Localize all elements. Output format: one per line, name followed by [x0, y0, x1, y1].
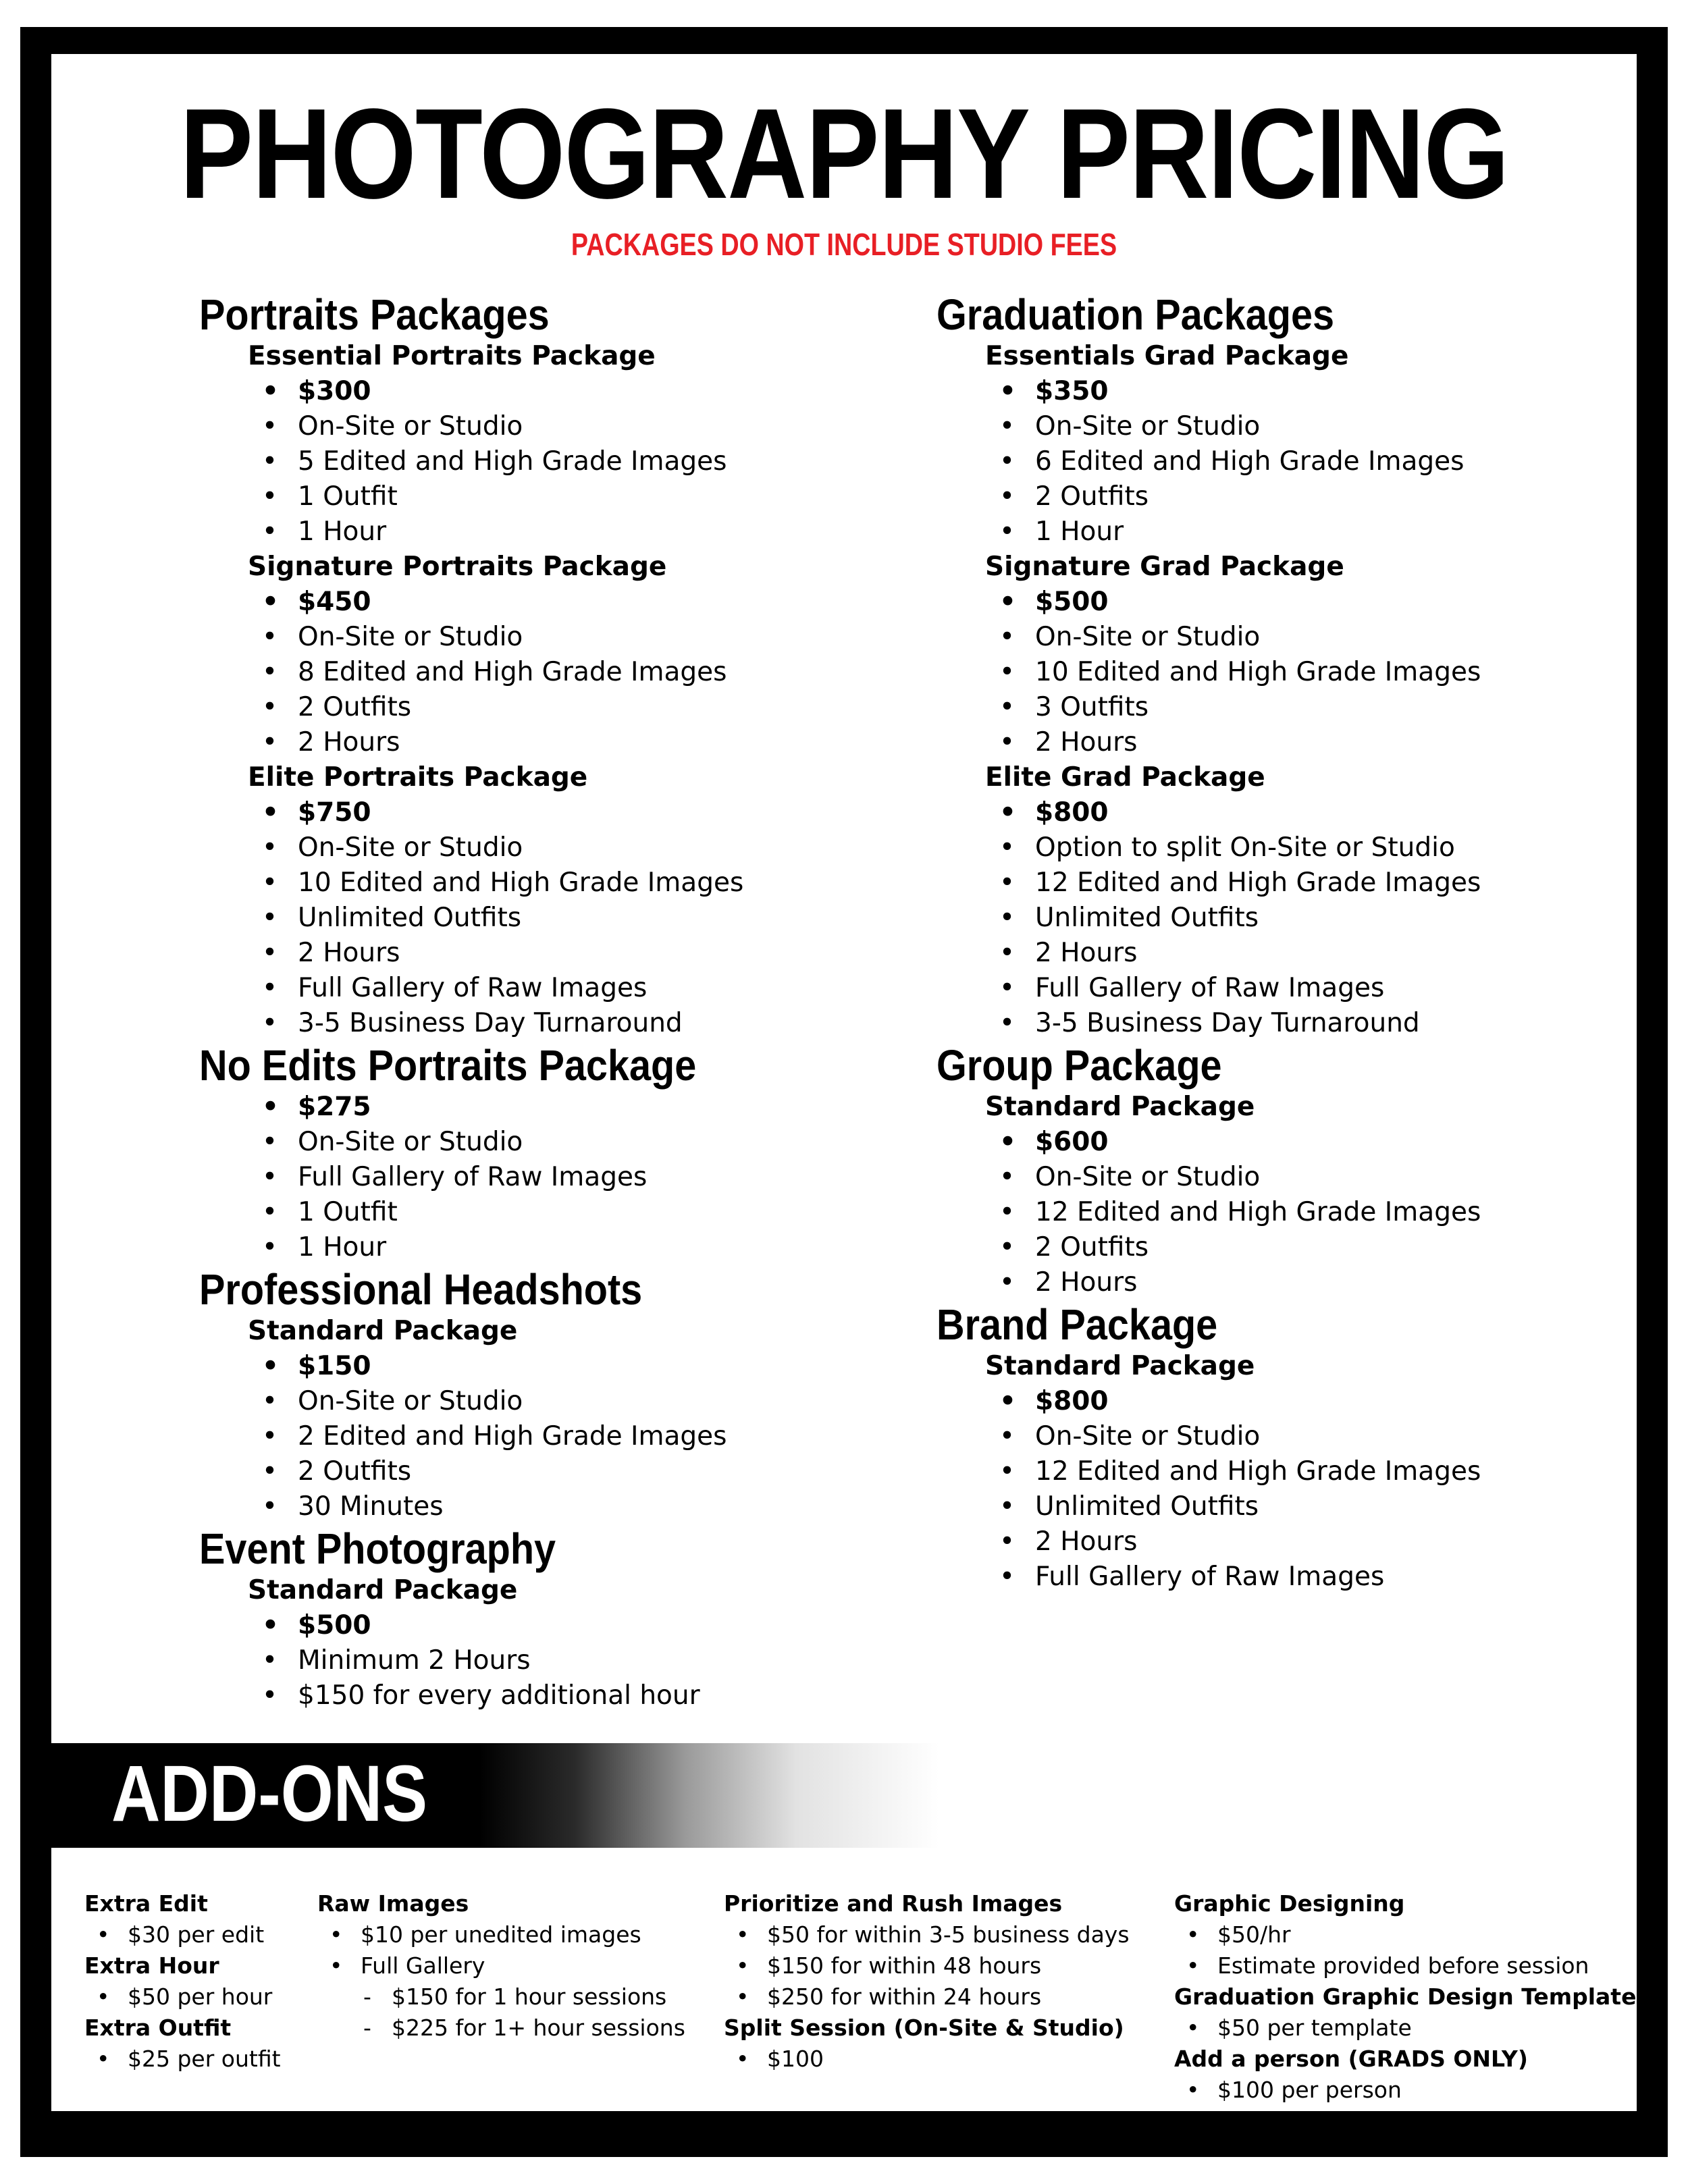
package-feature: • 12 Edited and High Grade Images: [999, 1195, 1612, 1230]
package-feature: • On-Site or Studio: [262, 1125, 874, 1160]
package-section: [199, 1265, 874, 1524]
addon-heading: Extra Edit: [84, 1890, 208, 1917]
package-feature: • 2 Edited and High Grade Images: [262, 1419, 874, 1454]
addon-items: [84, 1919, 281, 1950]
package-features: [937, 1384, 1612, 1595]
right-package-column: [937, 290, 1612, 1595]
package-feature: • Minimum 2 Hours: [262, 1643, 874, 1678]
package-feature: • 2 Outfits: [999, 479, 1612, 514]
package: [199, 1573, 874, 1713]
package-price: • $800: [999, 795, 1612, 830]
package-section: [199, 1041, 874, 1265]
package-features: [937, 1125, 1612, 1300]
package-feature: • 10 Edited and High Grade Images: [999, 655, 1612, 690]
package-price: • $300: [262, 374, 874, 409]
package-feature: • On-Site or Studio: [262, 409, 874, 444]
addon-heading: Add a person (GRADS ONLY): [1174, 2046, 1528, 2072]
package: [199, 1314, 874, 1524]
addons-column-2: [317, 1888, 685, 2044]
package-feature: • 1 Hour: [262, 1230, 874, 1265]
addon-item: • Full Gallery: [329, 1950, 685, 1981]
package-price: • $500: [262, 1608, 874, 1643]
package-feature: • Option to split On-Site or Studio: [999, 830, 1612, 865]
addon-item: • $25 per outfit: [97, 2044, 281, 2075]
package-features: [937, 585, 1612, 760]
package-price: • $150: [262, 1349, 874, 1384]
section-title: Graduation Packages: [937, 290, 1335, 339]
package-feature: • On-Site or Studio: [999, 1419, 1612, 1454]
section-title: No Edits Portraits Package: [199, 1041, 697, 1090]
package-name: Elite Grad Package: [985, 762, 1265, 793]
package: [937, 1349, 1612, 1595]
package-name: Standard Package: [985, 1092, 1255, 1122]
package: [937, 1090, 1612, 1300]
package-features: [199, 1608, 874, 1713]
package-section: [937, 1041, 1612, 1300]
package-feature: • On-Site or Studio: [999, 1160, 1612, 1195]
addon-items: [724, 1919, 1130, 2013]
package-feature: • 30 Minutes: [262, 1489, 874, 1524]
addon-item: • $50 per hour: [97, 1981, 281, 2013]
section-title: Brand Package: [937, 1300, 1218, 1349]
package-feature: • 2 Hours: [999, 936, 1612, 971]
package-feature: • 3 Outfits: [999, 690, 1612, 725]
addon-items: [1174, 2075, 1636, 2106]
section-title: Group Package: [937, 1041, 1222, 1090]
addon-item: • $10 per unedited images: [329, 1919, 685, 1950]
addon-sub-item: - $150 for 1 hour sessions: [363, 1981, 685, 2013]
package-price: • $350: [999, 374, 1612, 409]
addons-title: ADD-ONS: [111, 1749, 428, 1838]
package-name: Essentials Grad Package: [985, 341, 1349, 371]
addon-heading: Raw Images: [317, 1890, 469, 1917]
package: [937, 339, 1612, 550]
package-features: [199, 1349, 874, 1524]
addon-item: • $50 for within 3-5 business days: [736, 1919, 1130, 1950]
addon-items: [84, 2044, 281, 2075]
package: [937, 760, 1612, 1041]
package-features: [199, 374, 874, 550]
package-section: [937, 1300, 1612, 1595]
package: [199, 1090, 874, 1265]
package-feature: • 6 Edited and High Grade Images: [999, 444, 1612, 479]
package-price: • $800: [999, 1384, 1612, 1419]
package-features: [937, 374, 1612, 550]
package-section: [199, 1524, 874, 1713]
package-feature: • On-Site or Studio: [999, 409, 1612, 444]
package-features: [937, 795, 1612, 1041]
package-features: [199, 585, 874, 760]
addon-items: [317, 1919, 685, 1981]
package-feature: • 12 Edited and High Grade Images: [999, 1454, 1612, 1489]
addon-heading: Graphic Designing: [1174, 1890, 1405, 1917]
package: [199, 339, 874, 550]
package-feature: • Unlimited Outfits: [262, 901, 874, 936]
package-feature: • Unlimited Outfits: [999, 1489, 1612, 1524]
package-feature: • 2 Outfits: [999, 1230, 1612, 1265]
addon-item: • $150 for within 48 hours: [736, 1950, 1130, 1981]
addon-sub-items: [317, 1981, 685, 2044]
package-price: • $750: [262, 795, 874, 830]
section-title: Event Photography: [199, 1524, 556, 1573]
addon-item: • $100: [736, 2044, 1130, 2075]
package-feature: • Full Gallery of Raw Images: [262, 971, 874, 1006]
package-section: [199, 290, 874, 1041]
package-name: Signature Grad Package: [985, 552, 1344, 582]
addon-heading: Extra Hour: [84, 1952, 219, 1979]
addon-heading: Split Session (On-Site & Studio): [724, 2015, 1124, 2041]
addons-column-4: [1174, 1888, 1636, 2106]
addon-sub-item: - $225 for 1+ hour sessions: [363, 2013, 685, 2044]
package-name: Elite Portraits Package: [248, 762, 588, 793]
addons-column-3: [724, 1888, 1130, 2075]
package-name: Standard Package: [248, 1575, 518, 1605]
package-feature: • Unlimited Outfits: [999, 901, 1612, 936]
studio-fees-notice: PACKAGES DO NOT INCLUDE STUDIO FEES: [571, 227, 1117, 262]
addon-item: • $50 per template: [1186, 2013, 1636, 2044]
page-title: PHOTOGRAPHY PRICING: [180, 82, 1508, 225]
package-feature: • On-Site or Studio: [262, 830, 874, 865]
addon-items: [1174, 1919, 1636, 1981]
package: [937, 550, 1612, 760]
addon-item: • $250 for within 24 hours: [736, 1981, 1130, 2013]
package-price: • $600: [999, 1125, 1612, 1160]
package-features: [199, 1090, 874, 1265]
package-feature: • 1 Outfit: [262, 479, 874, 514]
package-price: • $500: [999, 585, 1612, 620]
package-feature: • 2 Outfits: [262, 1454, 874, 1489]
package-feature: • 2 Hours: [262, 936, 874, 971]
package-feature: • 2 Hours: [999, 1524, 1612, 1560]
package-feature: • 2 Outfits: [262, 690, 874, 725]
addon-item: • Estimate provided before session: [1186, 1950, 1636, 1981]
package-feature: • 12 Edited and High Grade Images: [999, 865, 1612, 901]
package-feature: • 3-5 Business Day Turnaround: [262, 1006, 874, 1041]
package-feature: • 1 Hour: [999, 514, 1612, 550]
addons-column-1: [84, 1888, 281, 2075]
package-feature: • On-Site or Studio: [262, 620, 874, 655]
package-feature: • 5 Edited and High Grade Images: [262, 444, 874, 479]
package-feature: • Full Gallery of Raw Images: [999, 971, 1612, 1006]
package-section: [937, 290, 1612, 1041]
addon-item: • $100 per person: [1186, 2075, 1636, 2106]
package-price: • $450: [262, 585, 874, 620]
package-features: [199, 795, 874, 1041]
package-feature: • On-Site or Studio: [999, 620, 1612, 655]
package-name: Signature Portraits Package: [248, 552, 667, 582]
package-feature: • 8 Edited and High Grade Images: [262, 655, 874, 690]
addon-item: • $30 per edit: [97, 1919, 281, 1950]
package-feature: • 2 Hours: [262, 725, 874, 760]
package: [199, 550, 874, 760]
package-feature: • On-Site or Studio: [262, 1384, 874, 1419]
addon-items: [84, 1981, 281, 2013]
left-package-column: [199, 290, 874, 1713]
addon-heading: Prioritize and Rush Images: [724, 1890, 1063, 1917]
package-feature: • 1 Outfit: [262, 1195, 874, 1230]
package-feature: • 10 Edited and High Grade Images: [262, 865, 874, 901]
package-feature: • 2 Hours: [999, 1265, 1612, 1300]
package-feature: • 1 Hour: [262, 514, 874, 550]
package-feature: • 3-5 Business Day Turnaround: [999, 1006, 1612, 1041]
package-name: Essential Portraits Package: [248, 341, 656, 371]
package: [199, 760, 874, 1041]
package-name: Standard Package: [985, 1351, 1255, 1381]
package-feature: • $150 for every additional hour: [262, 1678, 874, 1713]
section-title: Professional Headshots: [199, 1265, 643, 1314]
addon-heading: Extra Outfit: [84, 2015, 232, 2041]
addon-item: • $50/hr: [1186, 1919, 1636, 1950]
addon-items: [1174, 2013, 1636, 2044]
package-feature: • 2 Hours: [999, 725, 1612, 760]
addon-items: [724, 2044, 1130, 2075]
package-feature: • Full Gallery of Raw Images: [262, 1160, 874, 1195]
package-price: • $275: [262, 1090, 874, 1125]
section-title: Portraits Packages: [199, 290, 550, 339]
package-name: Standard Package: [248, 1316, 518, 1346]
package-feature: • Full Gallery of Raw Images: [999, 1560, 1612, 1595]
addon-heading: Graduation Graphic Design Template: [1174, 1983, 1637, 2010]
